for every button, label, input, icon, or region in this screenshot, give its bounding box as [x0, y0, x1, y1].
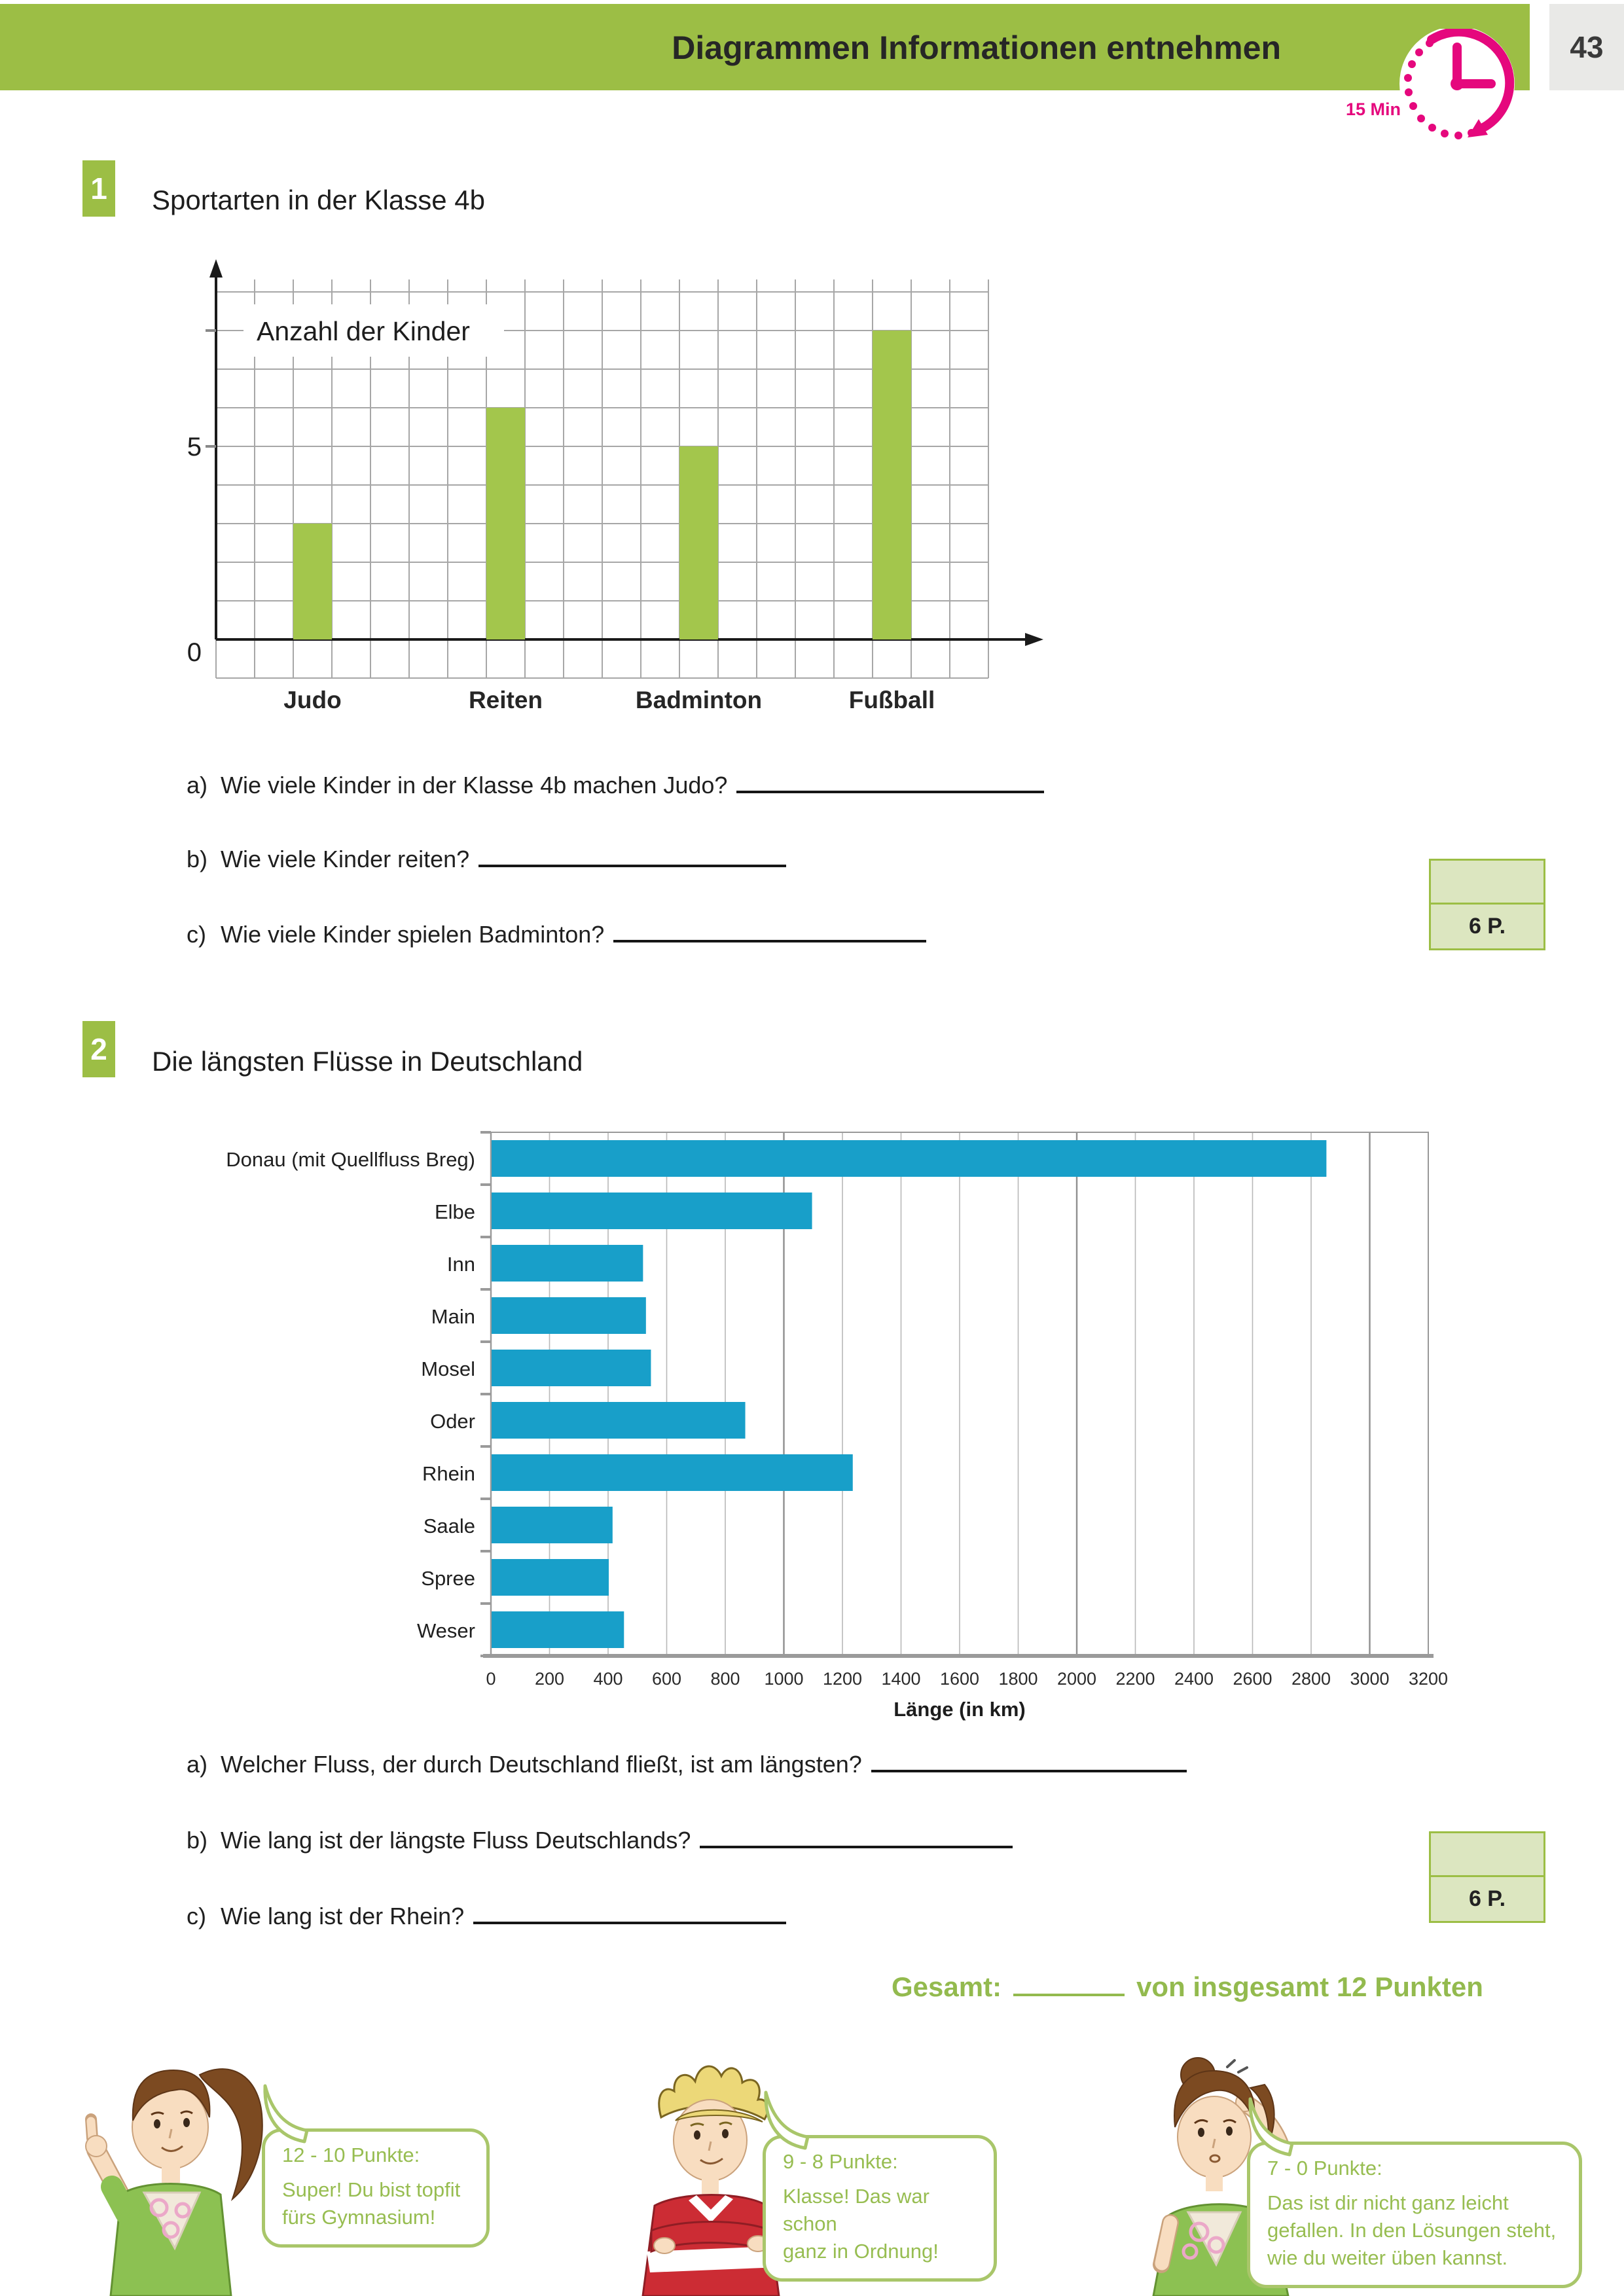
sports-bar-chart — [183, 242, 1060, 733]
answer-blank-1a[interactable] — [736, 767, 1044, 793]
question-2c: c) Wie lang ist der Rhein? — [187, 1898, 786, 1930]
total-score-row — [892, 1969, 1483, 2003]
speech-bubble-tail — [746, 2086, 812, 2158]
question-1c: c) Wie viele Kinder spielen Badminton? — [187, 916, 926, 948]
x-tick-label: 800 — [710, 1669, 740, 1689]
x-tick-label: 1600 — [939, 1669, 980, 1689]
x-tick-label: 1400 — [881, 1669, 921, 1689]
bar-donau — [492, 1140, 1326, 1177]
bar-spree — [492, 1559, 609, 1596]
bar-saale — [492, 1507, 613, 1543]
time-duration-label: 15 Min — [1345, 99, 1401, 119]
river-label: Weser — [416, 1619, 475, 1642]
points-box-exercise-2 — [1429, 1831, 1545, 1923]
answer-blank-1c[interactable] — [613, 916, 926, 942]
points-box-max-cell: 6 P. — [1468, 914, 1506, 939]
bar-rhein — [492, 1454, 853, 1491]
x-tick-label: 1800 — [998, 1669, 1038, 1689]
x-tick-label: 2600 — [1233, 1669, 1272, 1689]
question-1b: b) Wie viele Kinder reiten? — [187, 841, 786, 873]
header-bar — [0, 4, 1530, 90]
exercise-1-title: Sportarten in der Klasse 4b — [152, 185, 485, 215]
river-label: Main — [431, 1305, 475, 1328]
x-tick-label: 0 — [486, 1669, 496, 1689]
speech-bubble-tail — [245, 2079, 311, 2151]
total-score-blank[interactable] — [1013, 1969, 1125, 1996]
total-label: Gesamt: — [892, 1971, 1002, 2002]
bar-elbe — [492, 1193, 812, 1229]
category-label: Fußball — [848, 687, 935, 713]
page-number-box — [1549, 4, 1624, 90]
rivers-bar-chart — [183, 1113, 1479, 1728]
question-1a: a) Wie viele Kinder in der Klasse 4b machen Judo? — [187, 767, 1044, 799]
bar-judo — [293, 524, 332, 639]
river-label: Elbe — [434, 1200, 475, 1223]
feedback-range: 7 - 0 Punkte: — [1267, 2157, 1382, 2179]
x-tick-label: 3200 — [1408, 1669, 1449, 1689]
exercise-1-badge: 1 — [82, 160, 115, 217]
river-label: Oder — [430, 1410, 475, 1433]
x-tick-label: 2200 — [1115, 1669, 1155, 1689]
y-tick-label: 0 — [187, 638, 202, 667]
speech-bubble-tail — [1231, 2092, 1296, 2164]
answer-blank-1b[interactable] — [478, 841, 786, 867]
points-box-empty-cell[interactable] — [1431, 1833, 1543, 1877]
total-suffix: von insgesamt 12 Punkten — [1136, 1971, 1483, 2002]
river-label: Spree — [421, 1567, 475, 1590]
x-tick-label: 2400 — [1174, 1669, 1214, 1689]
category-label: Judo — [283, 687, 342, 713]
answer-blank-2c[interactable] — [473, 1898, 786, 1924]
bar-main — [492, 1297, 646, 1334]
page-title: Diagrammen Informationen entnehmen — [672, 29, 1281, 66]
question-2a: a) Welcher Fluss, der durch Deutschland fließt, ist am längsten? — [187, 1746, 1187, 1778]
river-label: Donau (mit Quellfluss Breg) — [226, 1148, 475, 1171]
exercise-2-title: Die längsten Flüsse in Deutschland — [152, 1046, 583, 1077]
page-number: 43 — [1570, 30, 1604, 64]
bar-badminton — [679, 446, 718, 639]
x-tick-label: 2800 — [1291, 1669, 1331, 1689]
bar-fußball — [873, 331, 911, 639]
bar-oder — [492, 1402, 746, 1439]
x-tick-label: 3000 — [1350, 1669, 1390, 1689]
feedback-bubble-low: 7 - 0 Punkte: Das ist dir nicht ganz leicht gefallen. In den Lösungen steht, wie du weiter üben kannst. — [1247, 2142, 1582, 2288]
feedback-bubble-high: 12 - 10 Punkte: Super! Du bist topfit fürs Gymnasium! — [262, 2128, 490, 2248]
x-tick-label: 1200 — [822, 1669, 863, 1689]
river-label: Mosel — [421, 1357, 475, 1380]
points-box-exercise-1 — [1429, 859, 1545, 950]
bar-weser — [492, 1611, 624, 1648]
y-tick-label: 5 — [187, 433, 202, 461]
clock-center — [1451, 77, 1464, 90]
bar-mosel — [492, 1350, 651, 1386]
points-box-empty-cell[interactable] — [1431, 861, 1543, 905]
girl-thumbs-up-illustration — [36, 2052, 272, 2296]
x-tick-label: 1000 — [764, 1669, 804, 1689]
category-label: Badminton — [635, 687, 763, 713]
clock-icon — [1399, 29, 1516, 145]
feedback-range: 9 - 8 Punkte: — [783, 2150, 898, 2173]
feedback-range: 12 - 10 Punkte: — [282, 2144, 420, 2166]
category-label: Reiten — [468, 687, 543, 713]
x-tick-label: 400 — [593, 1669, 623, 1689]
y-axis-arrow — [209, 259, 223, 278]
points-box-max-cell: 6 P. — [1468, 1886, 1506, 1911]
answer-blank-2b[interactable] — [700, 1822, 1013, 1848]
chart-title: Anzahl der Kinder — [257, 316, 470, 346]
river-label: Inn — [446, 1253, 475, 1276]
question-2b: b) Wie lang ist der längste Fluss Deutschlands? — [187, 1822, 1013, 1854]
x-axis-arrow — [1025, 633, 1043, 646]
x-axis-title: Länge (in km) — [893, 1698, 1026, 1721]
bar-reiten — [486, 408, 525, 639]
feedback-bubble-mid: 9 - 8 Punkte: Klasse! Das war schon ganz in Ordnung! — [763, 2135, 997, 2282]
river-label: Saale — [423, 1515, 475, 1537]
exercise-2-badge: 2 — [82, 1021, 115, 1077]
answer-blank-2a[interactable] — [871, 1746, 1187, 1772]
bar-inn — [492, 1245, 643, 1282]
river-label: Rhein — [422, 1462, 475, 1485]
x-tick-label: 2000 — [1056, 1669, 1097, 1689]
x-tick-label: 200 — [534, 1669, 565, 1689]
x-tick-label: 600 — [651, 1669, 682, 1689]
